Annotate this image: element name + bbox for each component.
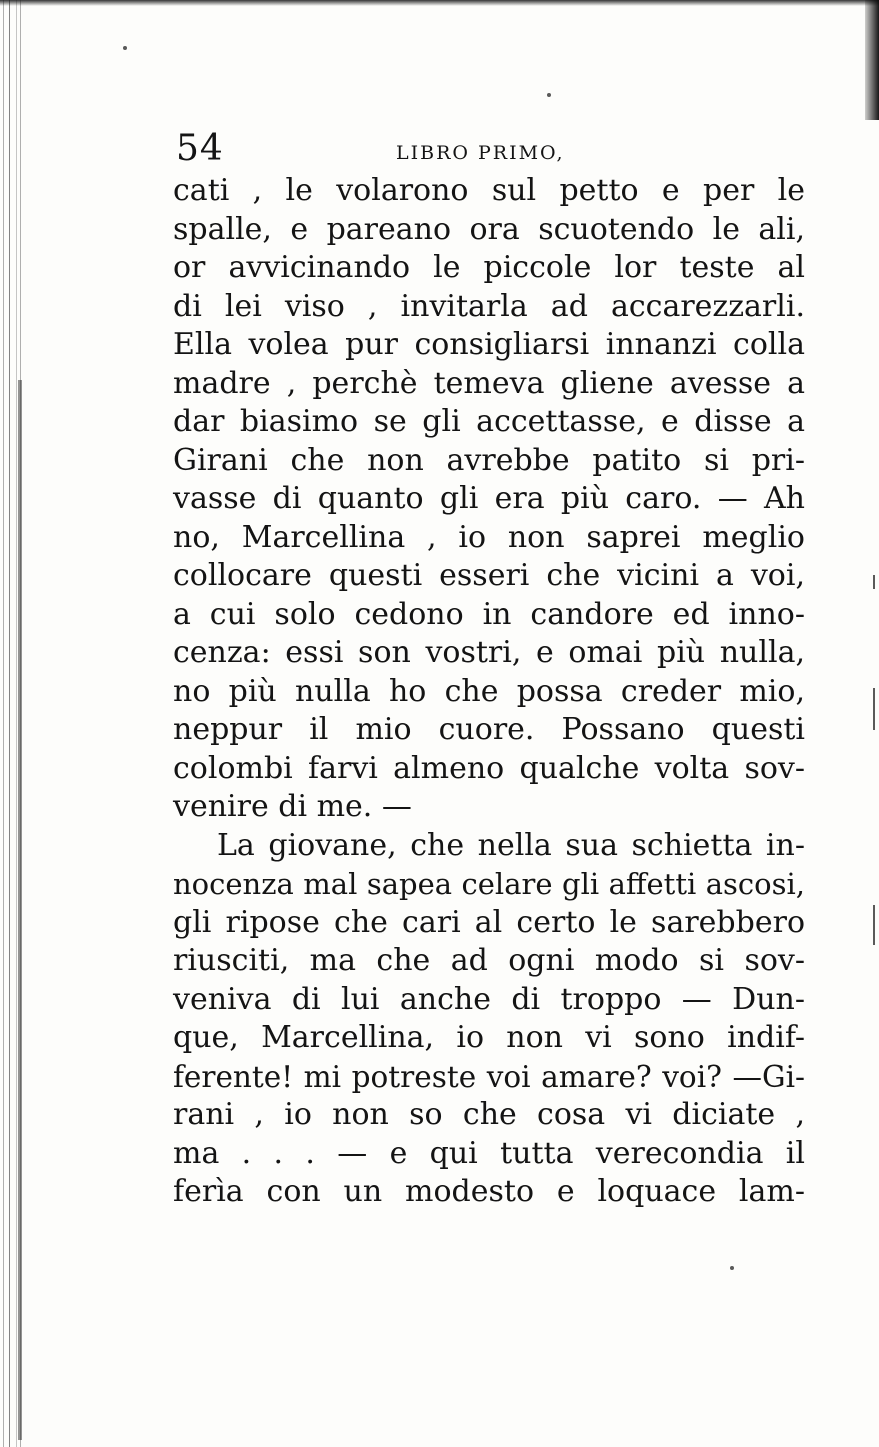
text-line: Ella volea pur consigliarsi innanzi colla — [173, 327, 805, 362]
paragraph — [173, 172, 805, 827]
edge-mark — [873, 905, 875, 945]
text-line: que, Marcellina, io non vi sono indif- — [173, 1020, 805, 1055]
text-line: ma . . . — e qui tutta verecondia il — [173, 1135, 805, 1171]
text-line: di lei viso , invitarla ad accarezzarli. — [173, 288, 805, 324]
body-text — [173, 172, 805, 1212]
text-line: no più nulla ho che possa creder mio, — [173, 673, 805, 709]
text-line: gli ripose che cari al certo le sarebbero — [173, 904, 805, 940]
text-line: venire di me. — — [173, 789, 412, 824]
text-line: rani , io non so che cosa vi diciate , — [173, 1097, 805, 1132]
text-line: or avvicinando le piccole lor teste al — [173, 250, 805, 285]
text-line: neppur il mio cuore. Possano questi — [173, 712, 805, 747]
text-line: spalle, e pareano ora scuotendo le ali, — [173, 211, 805, 247]
text-line: collocare questi esseri che vicini a voi, — [173, 558, 805, 593]
page-number: 54 — [176, 128, 224, 169]
ink-speck — [123, 46, 127, 50]
binding-edge — [0, 0, 26, 1447]
text-line: dar biasimo se gli accettasse, e disse a — [173, 404, 805, 439]
text-line: nocenza mal sapea celare gli affetti ascosi, — [173, 867, 805, 901]
text-line: a cui solo cedono in candore ed inno- — [173, 596, 805, 632]
edge-mark — [873, 575, 875, 589]
page-right-edge — [865, 0, 879, 120]
ink-speck — [547, 93, 551, 97]
running-head: LIBRO PRIMO, — [396, 142, 565, 164]
page-top-edge — [0, 0, 879, 6]
ink-speck — [730, 1266, 734, 1270]
text-line: colombi farvi almeno qualche volta sov- — [173, 750, 805, 786]
text-line: ferìa con un modesto e loquace lam- — [173, 1174, 805, 1209]
text-line: La giovane, che nella sua schietta in- — [217, 827, 805, 863]
text-line: Girani che non avrebbe patito si pri- — [173, 442, 805, 478]
edge-mark — [873, 688, 875, 730]
text-line: madre , perchè temeva gliene avesse a — [173, 365, 805, 401]
page-header — [176, 128, 806, 178]
text-line: veniva di lui anche di troppo — Dun- — [173, 981, 805, 1017]
text-line: cati , le volarono sul petto e per le — [173, 173, 805, 208]
text-line: vasse di quanto gli era più caro. — Ah — [173, 481, 805, 516]
paragraph — [173, 827, 805, 1212]
text-line: no, Marcellina , io non saprei meglio — [173, 519, 805, 555]
text-line: cenza: essi son vostri, e omai più nulla, — [173, 635, 805, 670]
text-line: ferente! mi potreste voi amare? voi? —Gi- — [173, 1059, 805, 1094]
text-line: riusciti, ma che ad ogni modo si sov- — [173, 943, 805, 978]
